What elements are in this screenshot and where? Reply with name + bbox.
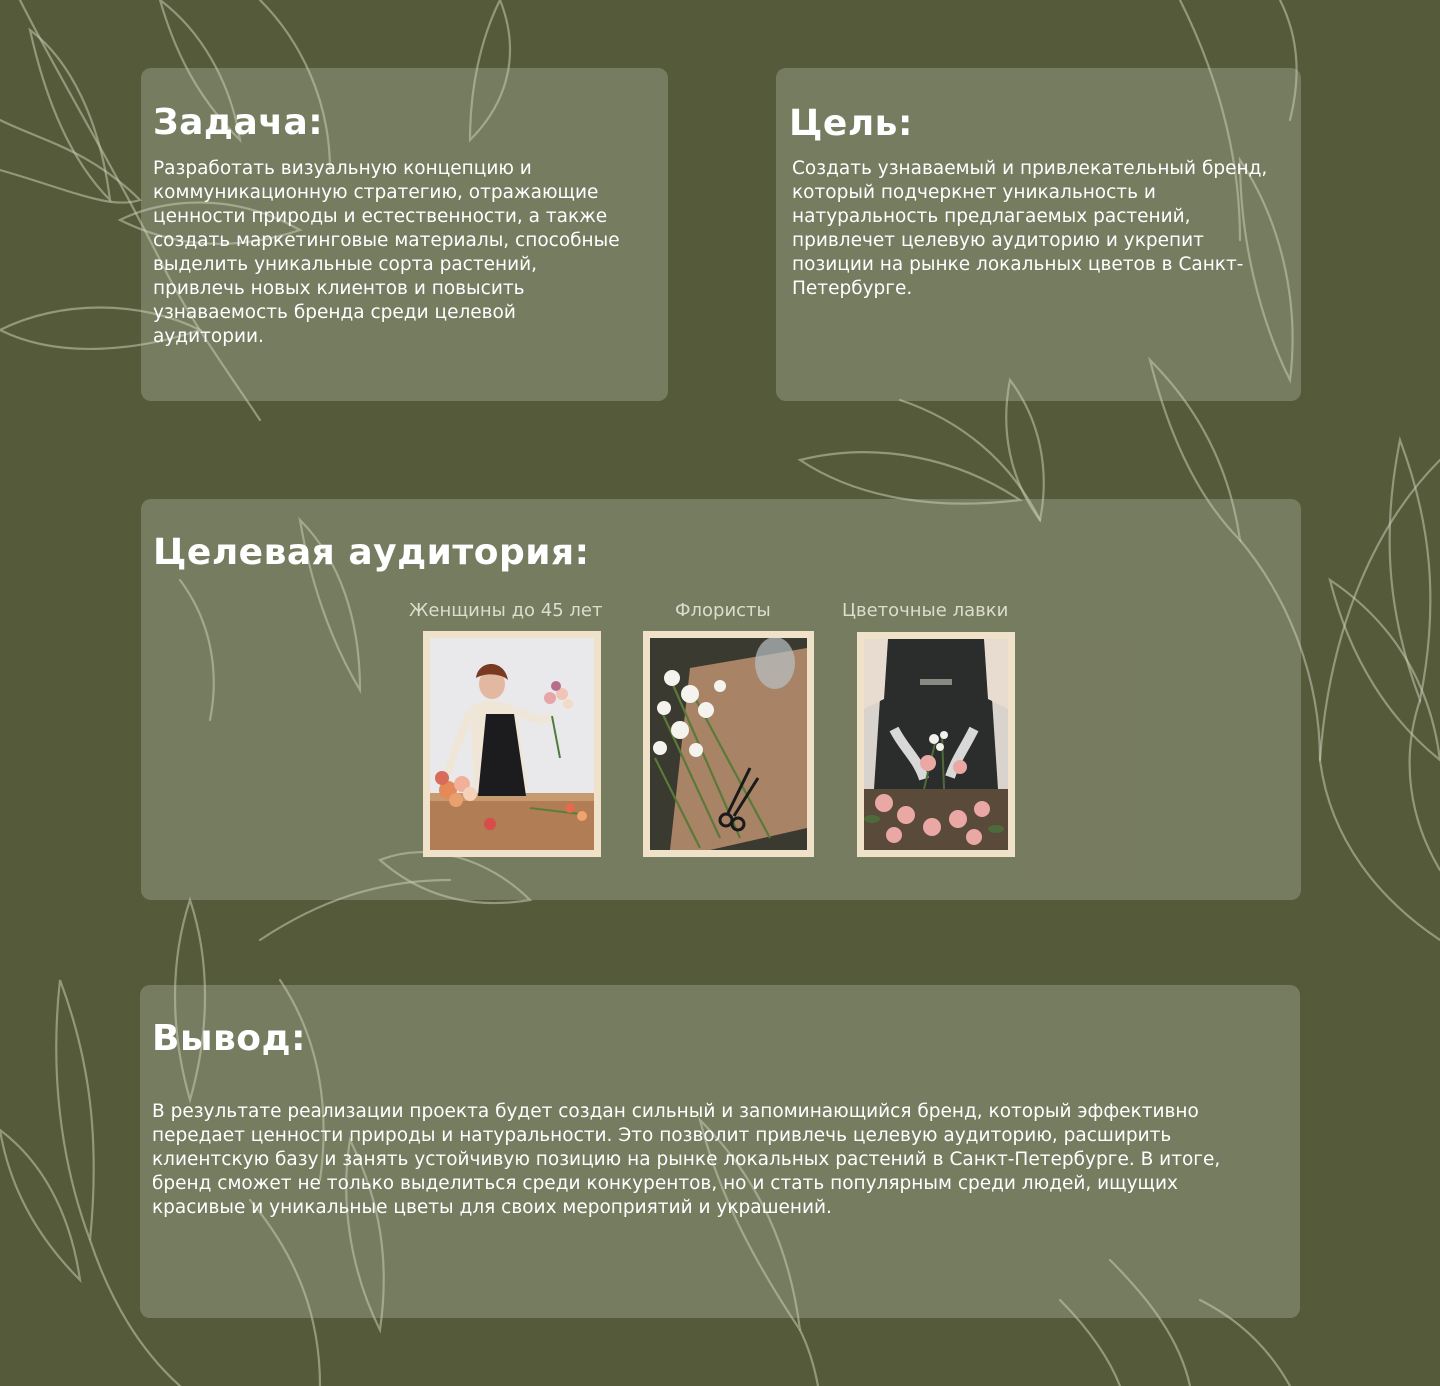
segment-label-florists: Флористы [675, 600, 771, 621]
conclusion-title: Вывод: [152, 1018, 306, 1059]
conclusion-text: В результате реализации проекта будет создан сильный и запоминающийся бренд, который эффективно передает ценности природы и натуральности. Это позволит привлечь целевую аудиторию, расширить клиентскую базу и занять устойчивую позицию на рынке локальных растений в Санкт-Петербурге. В итоге, бренд сможет не только выделиться среди конкурентов, но и стать популярным среди людей, ищущих красивые и уникальные цветы для своих мероприятий и украшений. [152, 1101, 1221, 1218]
goal-text: Создать узнаваемый и привлекательный бренд, который подчеркнет уникальность и натуральность предлагаемых растений, привлечет целевую аудиторию и укрепит позиции на рынке локальных цветов в Санкт-Петербурге. [792, 158, 1268, 299]
segment-label-women: Женщины до 45 лет [409, 600, 603, 621]
task-text: Разработать визуальную концепцию и коммуникационную стратегию, отражающие ценности природы и естественности, а также создать маркетинговые материалы, способные выделить уникальные сорта растений, привлечь новых клиентов и повысить узнаваемость бренда среди целевой аудитории. [153, 158, 620, 347]
conclusion-card [140, 985, 1300, 1318]
audience-title: Целевая аудитория: [153, 532, 590, 573]
pink-roses-photo [857, 632, 1015, 857]
segment-label-flower-shops: Цветочные лавки [842, 600, 1009, 621]
goal-title: Цель: [789, 103, 913, 144]
florist-woman-photo [423, 631, 601, 857]
audience-card [141, 499, 1301, 900]
white-flowers-photo [643, 631, 814, 857]
task-title: Задача: [153, 102, 324, 143]
goal-card [776, 68, 1301, 401]
task-card [141, 68, 668, 401]
